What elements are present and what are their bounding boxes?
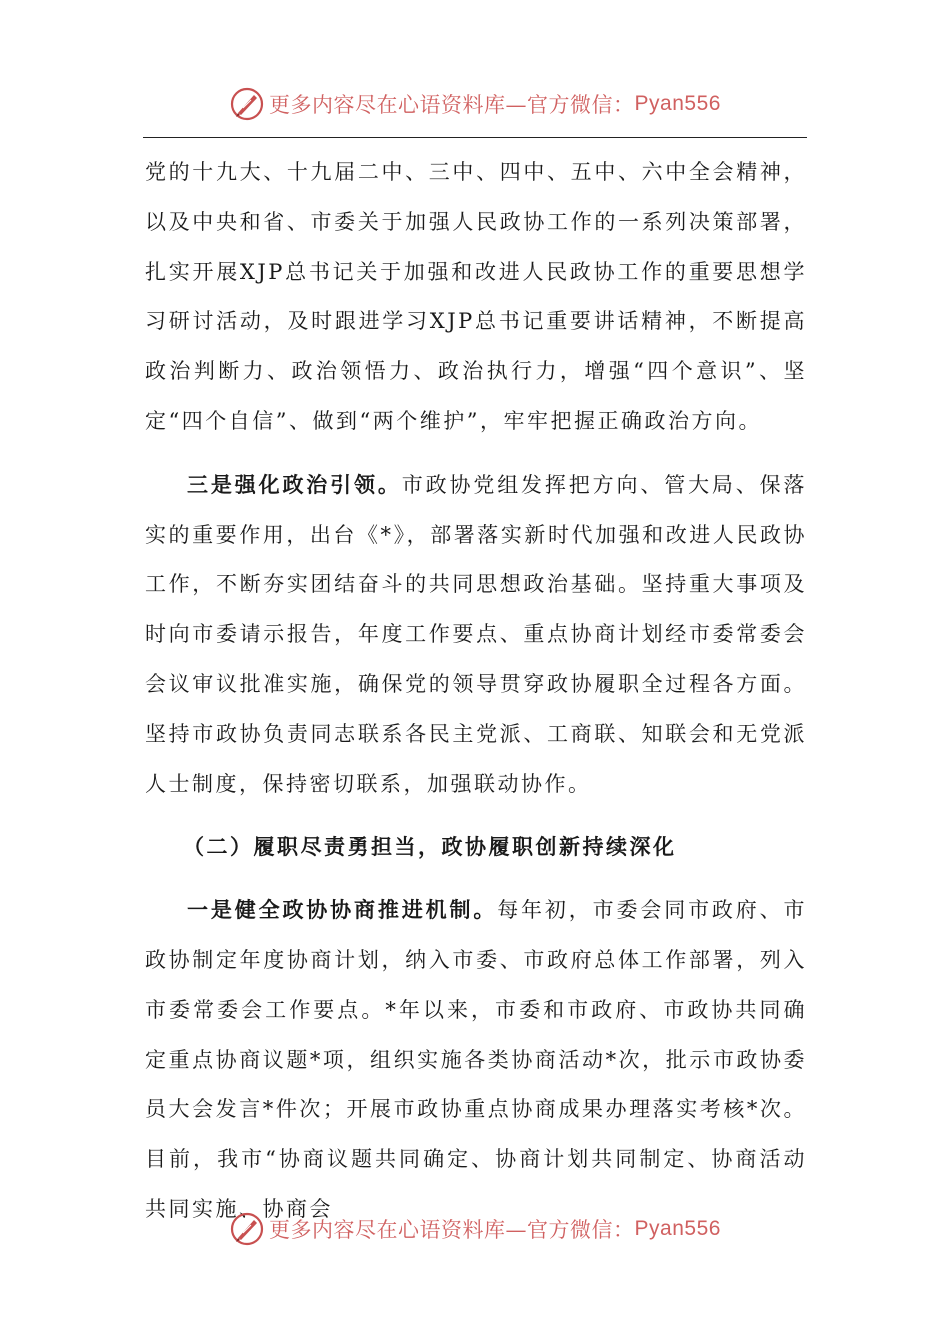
banner-text: 更多内容尽在心语资料库—官方微信： (269, 93, 635, 117)
document-body (145, 148, 807, 1235)
footer-banner (0, 1207, 950, 1251)
paragraph-lead: 一是健全政协协商推进机制。 (187, 897, 498, 923)
paragraph-2 (145, 460, 807, 810)
paragraph-text: 每年初，市委会同市政府、市政协制定年度协商计划，纳入市委、市政府总体工作部署，列入市委常委会工作要点。*年以来，市委和市政府、市政协共同确定重点协商议题*项，组织实施各类协商活动*次，批示市政协委员大会发言*件次；开展市政协重点协商成果办理落实考核*次。目前，我市“协商议题共同确定、协商计划共同制定、协商活动共同实施、协商会 (145, 898, 808, 1221)
header-banner (0, 82, 950, 126)
wechat-id: Pyan556 (634, 92, 721, 115)
paragraph-1 (145, 148, 807, 447)
quill-pen-icon (229, 86, 265, 122)
banner-text: 更多内容尽在心语资料库—官方微信： (269, 1218, 635, 1242)
paragraph-text: 市政协党组发挥把方向、管大局、保落实的重要作用，出台《*》，部署落实新时代加强和改进人民政协工作，不断夯实团结奋斗的共同思想政治基础。坚持重大事项及时向市委请示报告，年度工作要点、重点协商计划经市委常委会会议审议批准实施，确保党的领导贯穿政协履职全过程各方面。坚持市政协负责同志联系各民主党派、工商联、知联会和无党派人士制度，保持密切联系，加强联动协作。 (145, 472, 808, 796)
section-heading: （二）履职尽责勇担当，政协履职创新持续深化 (183, 834, 677, 860)
paragraph-lead: 三是强化政治引领。 (187, 471, 402, 497)
paragraph-text: 党的十九大、十九届二中、三中、四中、五中、六中全会精神，以及中央和省、市委关于加强人民政协工作的一系列决策部署，扎实开展XJP总书记关于加强和改进人民政协工作的重要思想学习研讨活动，及时跟进学习XJP总书记重要讲话精神，不断提高政治判断力、政治领悟力、政治执行力，增强“四个意识”、坚定“四个自信”、做到“两个维护”，牢牢把握正确政治方向。 (145, 160, 807, 433)
paragraph-4 (145, 885, 807, 1235)
header-rule (143, 137, 807, 138)
quill-pen-icon (229, 1211, 265, 1247)
wechat-id: Pyan556 (634, 1217, 721, 1240)
